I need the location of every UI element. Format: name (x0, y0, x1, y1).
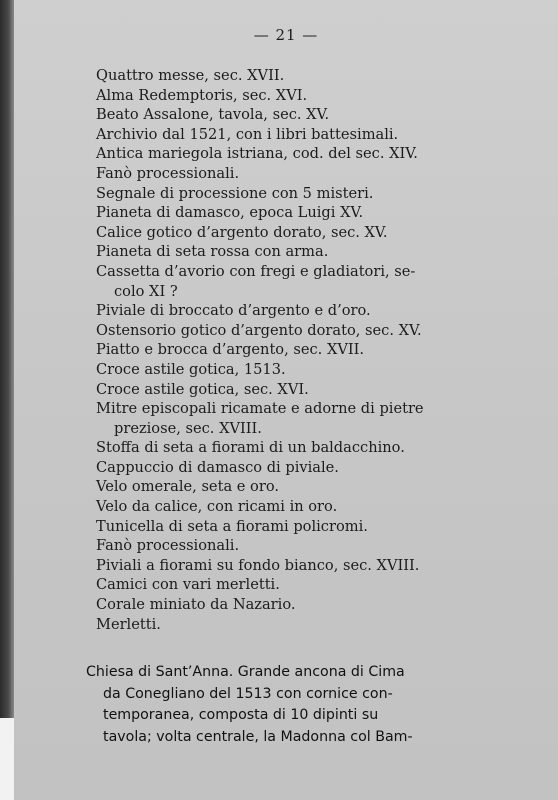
list-item: Corale miniato da Nazario. (96, 596, 296, 614)
list-item: Croce astile gotica, 1513. (96, 360, 286, 378)
list-item: Camici con vari merletti. (96, 576, 280, 594)
list-item: Pianeta di seta rossa con arma. (96, 243, 329, 261)
list-item: Piviali a fiorami su fondo bianco, sec. XVIII. (96, 556, 420, 574)
book-spine-shadow (0, 0, 14, 800)
page-number: — 21 — (253, 26, 319, 44)
list-item: Ostensorio gotico d’argento dorato, sec. XV. (96, 321, 422, 339)
list-item: Cassetta d’avorio con fregi e gladiatori, se- colo XI ? (96, 262, 416, 300)
list-item: Segnale di processione con 5 misteri. (96, 184, 374, 202)
paragraph-line: tavola; volta centrale, la Madonna col Bam- (103, 728, 413, 745)
list-item: Quattro messe, sec. XVII. (96, 67, 285, 84)
inventory-list (96, 66, 536, 634)
list-item: Tunicella di seta a fiorami policromi. (96, 517, 368, 535)
book-page (14, 0, 558, 800)
list-item: Fanò processionali. (96, 537, 240, 555)
list-item: Velo da calice, con ricami in oro. (96, 498, 338, 516)
list-item: Alma Redemptoris, sec. XVI. (96, 86, 308, 104)
paragraph-line: temporanea, composta di 10 dipinti su (103, 707, 379, 723)
list-item: Pianeta di damasco, epoca Luigi XV. (96, 204, 364, 222)
list-item: Beato Assalone, tavola, sec. XV. (96, 106, 330, 124)
church-paragraph (86, 662, 542, 748)
paragraph-line: Chiesa di Sant’Anna. Grande ancona di Cima (86, 664, 405, 680)
list-item: Antica mariegola istriana, cod. del sec. XIV. (96, 145, 418, 163)
list-item: Fanò processionali. (96, 164, 240, 182)
list-item: Merletti. (96, 615, 161, 633)
list-item: Stoffa di seta a fiorami di un baldacchino. (96, 439, 405, 457)
list-item: Piviale di broccato d’argento e d’oro. (96, 302, 371, 320)
paragraph-line: da Conegliano del 1513 con cornice con- (103, 685, 393, 702)
list-item: Piatto e brocca d’argento, sec. XVII. (96, 341, 365, 359)
list-item: Archivio dal 1521, con i libri battesimali. (96, 125, 399, 143)
list-item: Croce astile gotica, sec. XVI. (96, 380, 309, 398)
list-item: Calice gotico d’argento dorato, sec. XV. (96, 223, 388, 241)
list-item: Cappuccio di damasco di piviale. (96, 458, 339, 476)
list-item: Velo omerale, seta e oro. (96, 478, 279, 496)
list-item: Mitre episcopali ricamate e adorne di pietre preziose, sec. XVIII. (96, 400, 424, 437)
scan-edge (0, 718, 14, 800)
